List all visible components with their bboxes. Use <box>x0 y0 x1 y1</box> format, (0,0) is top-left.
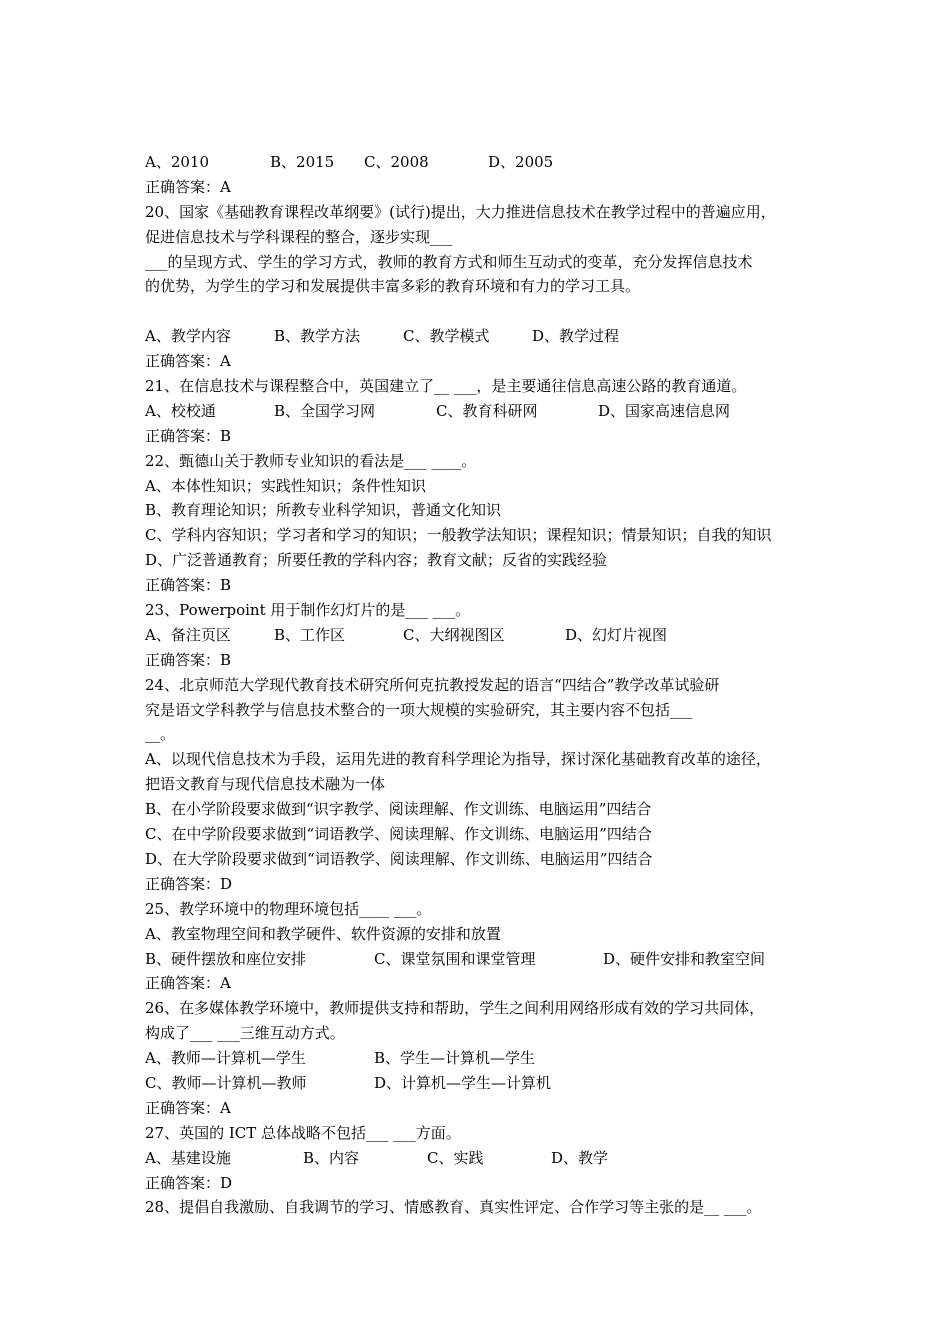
q24-answer: 正确答案：D <box>145 874 233 893</box>
q20-options <box>145 324 825 349</box>
q21-option-c: C、教育科研网 <box>436 401 538 420</box>
q27-option-b: B、内容 <box>303 1148 360 1167</box>
q20-option-a: A、教学内容 <box>145 327 231 346</box>
q20-question-line-2: 促进信息技术与学科课程的整合，逐步实现___ <box>145 227 453 246</box>
q21-options <box>145 399 825 424</box>
q20-question-line-3: ___的呈现方式、学生的学习方式，教师的教育方式和师生互动式的变革，充分发挥信息技术 <box>145 252 753 271</box>
q20-answer: 正确答案：A <box>145 352 231 371</box>
q26-option-a: A、教师—计算机—学生 <box>145 1049 306 1068</box>
q20-question-line-1: 20、国家《基础教育课程改革纲要》(试行)提出，大力推进信息技术在教学过程中的普遍应用， <box>145 202 776 221</box>
q26-option-c: C、教师—计算机—教师 <box>145 1073 307 1092</box>
q21-option-a: A、校校通 <box>145 401 216 420</box>
q26-options-row-2 <box>145 1071 825 1096</box>
q25-option-c: C、课堂氛围和课堂管理 <box>374 949 536 968</box>
q28-question: 28、提倡自我激励、自我调节的学习、情感教育、真实性评定、合作学习等主张的是__ ___。 <box>145 1198 762 1217</box>
q21-question: 21、在信息技术与课程整合中，英国建立了__ ___，是主要通往信息高速公路的教育通道。 <box>145 377 747 396</box>
q27-option-a: A、基建设施 <box>145 1148 231 1167</box>
q22-option-d: D、广泛普通教育；所要任教的学科内容；教育文献；反省的实践经验 <box>145 551 608 570</box>
q25-option-d: D、硬件安排和教室空间 <box>603 949 766 968</box>
q27-question: 27、英国的 ICT 总体战略不包括___ ___方面。 <box>145 1123 461 1142</box>
q25-option-b: B、硬件摆放和座位安排 <box>145 949 307 968</box>
spacer <box>145 299 825 324</box>
q19-options <box>145 150 825 175</box>
q25-answer: 正确答案：A <box>145 974 231 993</box>
q24-question-line-1: 24、北京师范大学现代教育技术研究所何克抗教授发起的语言“四结合”教学改革试验研 <box>145 675 720 694</box>
q21-option-d: D、国家高速信息网 <box>598 401 731 420</box>
q24-question-line-2: 究是语文学科教学与信息技术整合的一项大规模的实验研究，其主要内容不包括___ <box>145 700 693 719</box>
q23-option-c: C、大纲视图区 <box>403 625 505 644</box>
q26-question-line-1: 26、在多媒体教学环境中，教师提供支持和帮助，学生之间利用网络形成有效的学习共同体， <box>145 999 765 1018</box>
q26-question-line-2: 构成了___ ___三维互动方式。 <box>145 1024 345 1043</box>
q23-option-a: A、备注页区 <box>145 625 231 644</box>
q26-answer: 正确答案：A <box>145 1098 231 1117</box>
q20-option-b: B、教学方法 <box>274 327 361 346</box>
q26-option-d: D、计算机—学生—计算机 <box>374 1073 552 1092</box>
q22-option-b: B、教育理论知识；所教专业科学知识，普通文化知识 <box>145 501 502 520</box>
q19-option-c: C、2008 <box>364 153 429 171</box>
q24-option-d: D、在大学阶段要求做到“词语教学、阅读理解、作文训练、电脑运用”四结合 <box>145 849 653 868</box>
q23-option-b: B、工作区 <box>274 625 346 644</box>
q22-option-c: C、学科内容知识；学习者和学习的知识；一般教学法知识；课程知识；情景知识；自我的知识 <box>145 526 772 545</box>
q27-option-c: C、实践 <box>427 1148 484 1167</box>
q20-option-d: D、教学过程 <box>532 327 620 346</box>
q25-option-a: A、教室物理空间和教学硬件、软件资源的安排和放置 <box>145 924 501 943</box>
q25-options <box>145 947 825 972</box>
q22-question: 22、甄德山关于教师专业知识的看法是___ ____。 <box>145 451 477 470</box>
q27-option-d: D、教学 <box>551 1148 609 1167</box>
q27-answer: 正确答案：D <box>145 1173 233 1192</box>
q23-answer: 正确答案：B <box>145 650 232 669</box>
q23-option-d: D、幻灯片视图 <box>565 625 668 644</box>
q27-options <box>145 1146 825 1171</box>
q24-option-b: B、在小学阶段要求做到“识字教学、阅读理解、作文训练、电脑运用”四结合 <box>145 800 652 819</box>
q22-answer: 正确答案：B <box>145 576 232 595</box>
q25-question: 25、教学环境中的物理环境包括____ ___。 <box>145 899 432 918</box>
q19-answer: 正确答案：A <box>145 177 231 196</box>
q24-option-c: C、在中学阶段要求做到“词语教学、阅读理解、作文训练、电脑运用”四结合 <box>145 825 652 844</box>
q20-question-line-4: 的优势，为学生的学习和发展提供丰富多彩的教育环境和有力的学习工具。 <box>145 277 641 296</box>
q19-option-a: A、2010 <box>145 153 210 171</box>
q24-question-line-3: __。 <box>145 725 176 744</box>
q21-option-b: B、全国学习网 <box>274 401 376 420</box>
q26-option-b: B、学生—计算机—学生 <box>374 1049 536 1068</box>
q19-option-d: D、2005 <box>488 153 554 171</box>
q24-option-a-line-2: 把语文教育与现代信息技术融为一体 <box>145 775 386 794</box>
q24-option-a-line-1: A、以现代信息技术为手段，运用先进的教育科学理论为指导，探讨深化基础教育改革的途径， <box>145 750 771 769</box>
question-list <box>145 150 825 1220</box>
q23-options <box>145 623 825 648</box>
q20-option-c: C、教学模式 <box>403 327 490 346</box>
q19-option-b: B、2015 <box>270 153 335 171</box>
q26-options-row-1 <box>145 1046 825 1071</box>
q21-answer: 正确答案：B <box>145 426 232 445</box>
q23-question: 23、Powerpoint 用于制作幻灯片的是___ ___。 <box>145 601 471 620</box>
q22-option-a: A、本体性知识；实践性知识；条件性知识 <box>145 476 426 495</box>
